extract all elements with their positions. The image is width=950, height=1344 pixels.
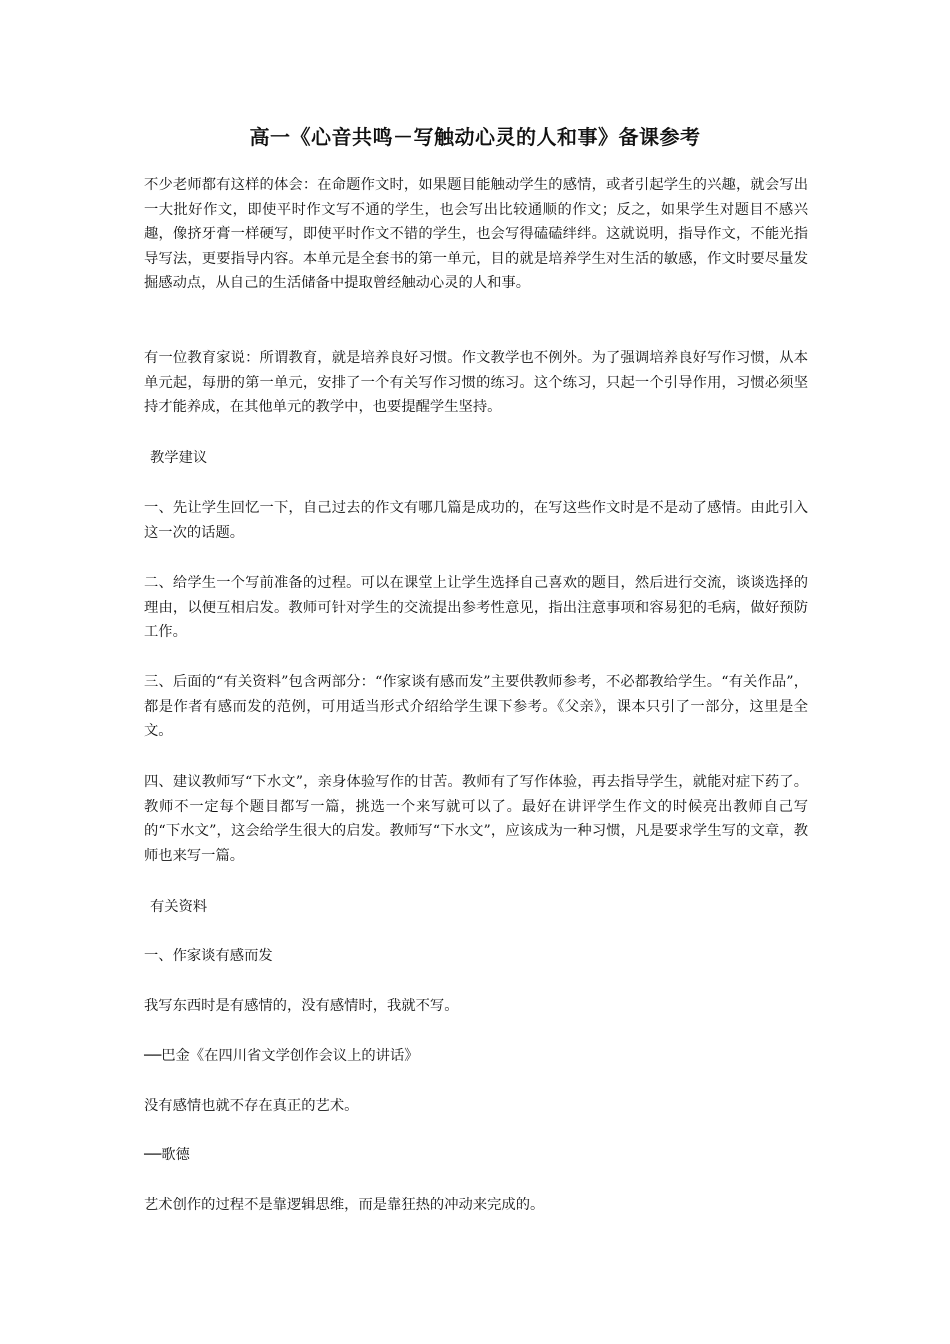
teaching-item-2: 二、给学生一个写前准备的过程。可以在课堂上让学生选择自己喜欢的题目，然后进行交流，谈谈选择的理由，以便互相启发。教师可针对学生的交流提出参考性意见，指出注意事项和容易犯的毛病，做好预防工作。 bbox=[144, 575, 808, 640]
related-materials-heading: 有关资料 bbox=[150, 899, 208, 915]
teaching-item-1: 一、先让学生回忆一下，自己过去的作文有哪几篇是成功的，在写这些作文时是不是动了感情。由此引入这一次的话题。 bbox=[144, 500, 808, 541]
quote-source-2: ──歌德 bbox=[144, 1147, 190, 1163]
quote-text-1: 我写东西时是有感情的，没有感情时，我就不写。 bbox=[144, 998, 459, 1014]
quote-text-2: 没有感情也就不存在真正的艺术。 bbox=[144, 1098, 359, 1114]
quote-source-1: ──巴金《在四川省文学创作会议上的讲话》 bbox=[144, 1048, 419, 1064]
document-title: 高一《心音共鸣－写触动心灵的人和事》备课参考 bbox=[249, 125, 701, 149]
teaching-item-3: 三、后面的“有关资料”包含两部分：“作家谈有感而发”主要供教师参考，不必都教给学生。“有关作品”，都是作者有感而发的范例，可用适当形式介绍给学生课下参考。《父亲》，课本只引了一部分，这里是全文。 bbox=[144, 674, 808, 739]
materials-subheading: 一、作家谈有感而发 bbox=[144, 948, 273, 964]
teaching-suggestions-heading: 教学建议 bbox=[150, 450, 208, 466]
teaching-item-4: 四、建议教师写“下水文”，亲身体验写作的甘苦。教师有了写作体验，再去指导学生，就能对症下药了。教师不一定每个题目都写一篇，挑选一个来写就可以了。最好在讲评学生作文的时候亮出教师自己写的“下水文”，这会给学生很大的启发。教师写“下水文”，应该成为一种习惯，凡是要求学生写的文章，教师也来写一篇。 bbox=[144, 774, 808, 864]
intro-paragraph-2: 有一位教育家说：所谓教育，就是培养良好习惯。作文教学也不例外。为了强调培养良好写作习惯，从本单元起，每册的第一单元，安排了一个有关写作习惯的练习。这个练习，只起一个引导作用，习惯必须坚持才能养成，在其他单元的教学中，也要提醒学生坚持。 bbox=[144, 350, 808, 415]
intro-paragraph-1: 不少老师都有这样的体会：在命题作文时，如果题目能触动学生的感情，或者引起学生的兴趣，就会写出一大批好作文，即使平时作文写不通的学生，也会写出比较通顺的作文；反之，如果学生对题目不感兴趣，像挤牙膏一样硬写，即使平时作文不错的学生，也会写得磕磕绊绊。这就说明，指导作文，不能光指导写法，更要指导内容。本单元是全套书的第一单元，目的就是培养学生对生活的敏感，作文时要尽量发掘感动点，从自己的生活储备中提取曾经触动心灵的人和事。 bbox=[144, 177, 808, 291]
materials-last-line: 艺术创作的过程不是靠逻辑思维，而是靠狂热的冲动来完成的。 bbox=[144, 1197, 545, 1213]
